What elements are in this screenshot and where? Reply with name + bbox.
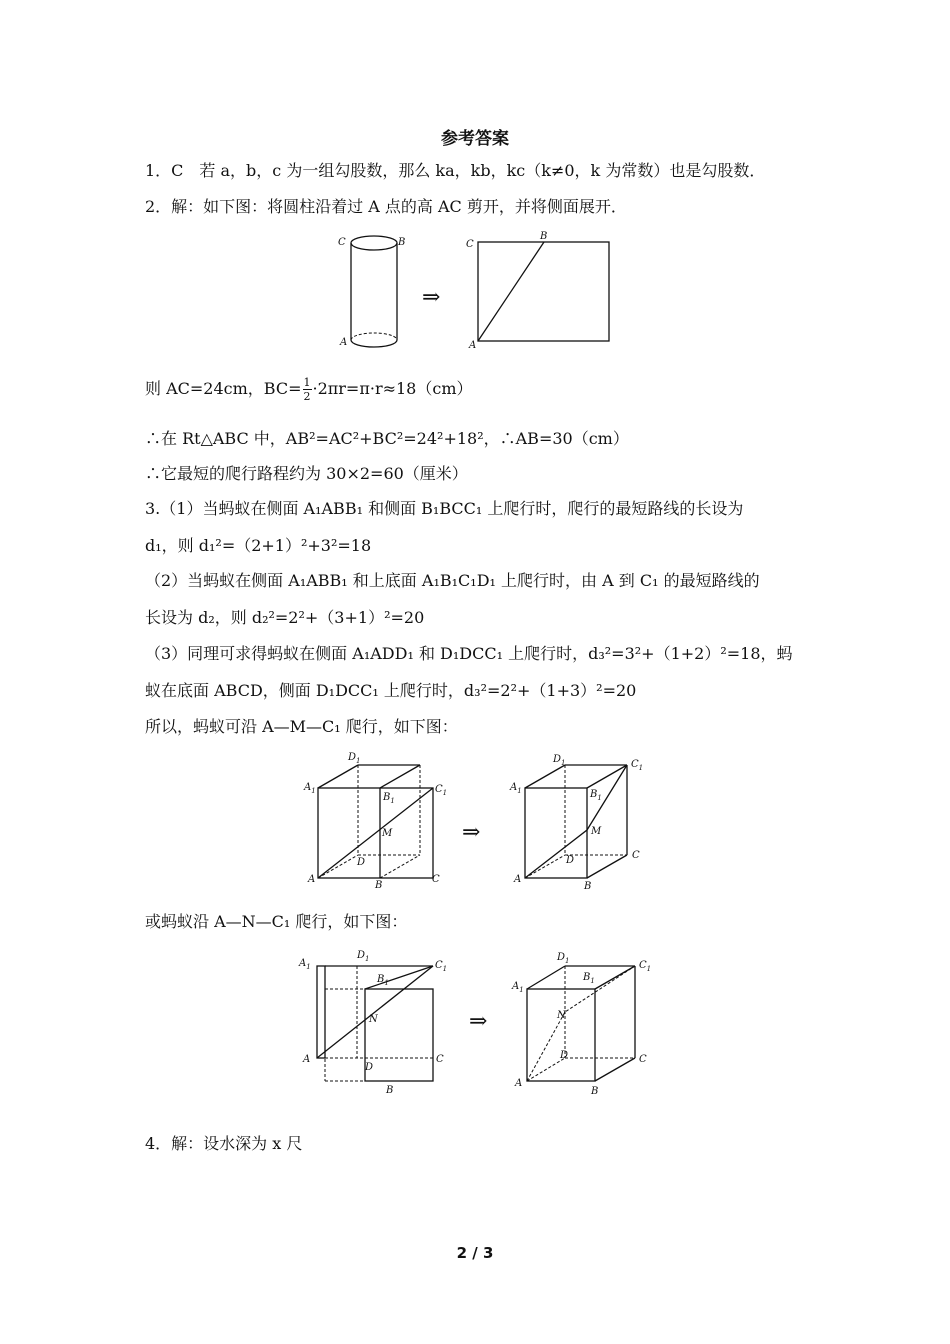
cylinder-bottom-front [351, 340, 397, 347]
answer-1: 1．C 若 a，b，c 为一组勾股数，那么 ka，kb，kc（k≠0，k 为常数）也是勾股数． [145, 161, 766, 180]
path-A-N-C1 [317, 966, 433, 1058]
edge-top-right [380, 765, 420, 788]
label-C: C [436, 1054, 444, 1065]
fraction-numerator: 1 [303, 376, 311, 389]
answer-3-line-5: （3）同理可求得蚂蚁在侧面 A₁ADD₁ 和 D₁DCC₁ 上爬行时，d₃²=3²+（1+2）²=18，蚂 [145, 644, 793, 663]
hidden-AD [527, 1058, 565, 1081]
label-B: B [591, 1086, 599, 1097]
label-A1: $A_1$ [512, 981, 524, 994]
bc-suffix: ·2πr=π·r≈18（cm） [312, 379, 473, 398]
left-strip [317, 966, 325, 1058]
label-N: N [369, 1014, 378, 1025]
label-B1: $B_1$ [383, 792, 395, 805]
answer-3-line-1: 3.（1）当蚂蚁在侧面 A₁ABB₁ 和侧面 B₁BCC₁ 上爬行时，爬行的最短路线的长设为 [145, 499, 744, 518]
answer-2-line-2: ∴在 Rt△ABC 中，AB²=AC²+BC²=24²+18²，∴AB=30（cm） [145, 429, 629, 448]
edge-A1D1 [525, 765, 565, 788]
fraction-one-half [303, 376, 312, 403]
label-A1: $A_1$ [510, 782, 522, 795]
cylinder-unfold-figure [330, 230, 620, 355]
arrow-icon: ⇒ [422, 285, 441, 310]
edge-A1D1 [527, 966, 565, 989]
answer-3-line-8: 或蚂蚁沿 A—N—C₁ 爬行，如下图： [145, 912, 408, 931]
label-A: A [303, 1054, 311, 1065]
label-A: A [340, 337, 348, 348]
label-A: A [515, 1078, 523, 1089]
label-B: B [584, 881, 592, 892]
label-C: C [639, 1054, 647, 1065]
label-A: A [469, 340, 477, 351]
label-N: N [557, 1010, 566, 1021]
label-A: A [514, 874, 522, 885]
answer-2-intro: 2．解：如下图：将圆柱沿着过 A 点的高 AC 剪开，并将侧面展开． [145, 197, 627, 216]
label-D1: $D_1$ [557, 952, 570, 965]
label-B1: $B_1$ [377, 974, 389, 987]
label-D: D [357, 857, 366, 868]
answer-3-line-2: d₁，则 d₁²=（2+1）²+3²=18 [145, 536, 372, 555]
hidden-edge-AD [525, 855, 565, 878]
path-AMC1-figure [300, 748, 650, 893]
hidden-edge-AD [318, 855, 358, 878]
label-A: A [308, 874, 316, 885]
path-A-M-C1 [525, 765, 627, 878]
answer-3-line-7: 所以，蚂蚁可沿 A—M—C₁ 爬行，如下图： [145, 717, 458, 736]
answer-3-line-4: 长设为 d₂，则 d₂²=2²+（3+1）²=20 [145, 608, 425, 627]
edge-BC [595, 1058, 635, 1081]
path-ANC1-figure [295, 944, 665, 1099]
label-C: C [632, 850, 640, 861]
answer-2-line-1 [145, 376, 815, 403]
right-front-face [525, 788, 587, 878]
label-D1: $D_1$ [348, 752, 361, 765]
page-title: 参考答案 [441, 129, 509, 149]
label-D: D [560, 1050, 569, 1061]
label-C: C [432, 874, 440, 885]
right-front-face [527, 989, 595, 1081]
label-B: B [375, 880, 383, 891]
edge-BC [587, 855, 627, 878]
label-B: B [398, 237, 406, 248]
cylinder-bottom-back [351, 333, 397, 340]
answer-2-line-3: ∴它最短的爬行路程约为 30×2=60（厘米） [145, 464, 468, 483]
label-B1: $B_1$ [590, 789, 602, 802]
label-A1: $A_1$ [299, 958, 311, 971]
path-A-M-C1 [318, 788, 433, 878]
label-B: B [386, 1085, 394, 1096]
hidden-edge-BC [380, 855, 420, 878]
label-D: D [566, 855, 575, 866]
arrow-icon: ⇒ [469, 1009, 488, 1034]
answer-4: 4．解：设水深为 x 尺 [145, 1134, 303, 1153]
label-C1: $C_1$ [435, 784, 448, 797]
arrow-icon: ⇒ [462, 820, 481, 845]
label-C1: $C_1$ [639, 960, 652, 973]
label-B: B [540, 231, 548, 242]
edge-A1D1 [318, 765, 358, 788]
label-C: C [338, 237, 346, 248]
label-C1: $C_1$ [435, 960, 448, 973]
edge-B1C1 [365, 966, 433, 989]
edge-B1C1 [587, 765, 627, 788]
label-B1: $B_1$ [583, 972, 595, 985]
label-D1: $D_1$ [357, 950, 370, 963]
bc-prefix: 则 AC=24cm，BC= [145, 379, 302, 398]
label-D1: $D_1$ [553, 754, 566, 767]
label-C1: $C_1$ [631, 759, 644, 772]
label-M: M [591, 826, 602, 837]
left-front-face [365, 989, 433, 1081]
cylinder-top-ellipse [351, 236, 397, 250]
path-AB [478, 242, 544, 341]
fraction-denominator: 2 [303, 390, 311, 403]
label-M: M [382, 828, 393, 839]
unrolled-rectangle [478, 242, 609, 341]
label-C: C [466, 239, 474, 250]
answer-3-line-6: 蚁在底面 ABCD，侧面 D₁DCC₁ 上爬行时，d₃²=2²+（1+3）²=20 [145, 681, 637, 700]
path-A-N-C1 [527, 966, 635, 1081]
label-D: D [365, 1062, 374, 1073]
label-A1: $A_1$ [304, 782, 316, 795]
answer-3-line-3: （2）当蚂蚁在侧面 A₁ABB₁ 和上底面 A₁B₁C₁D₁ 上爬行时，由 A 到 C₁ 的最短路线的 [145, 571, 760, 590]
page-number: 2 / 3 [456, 1244, 494, 1262]
